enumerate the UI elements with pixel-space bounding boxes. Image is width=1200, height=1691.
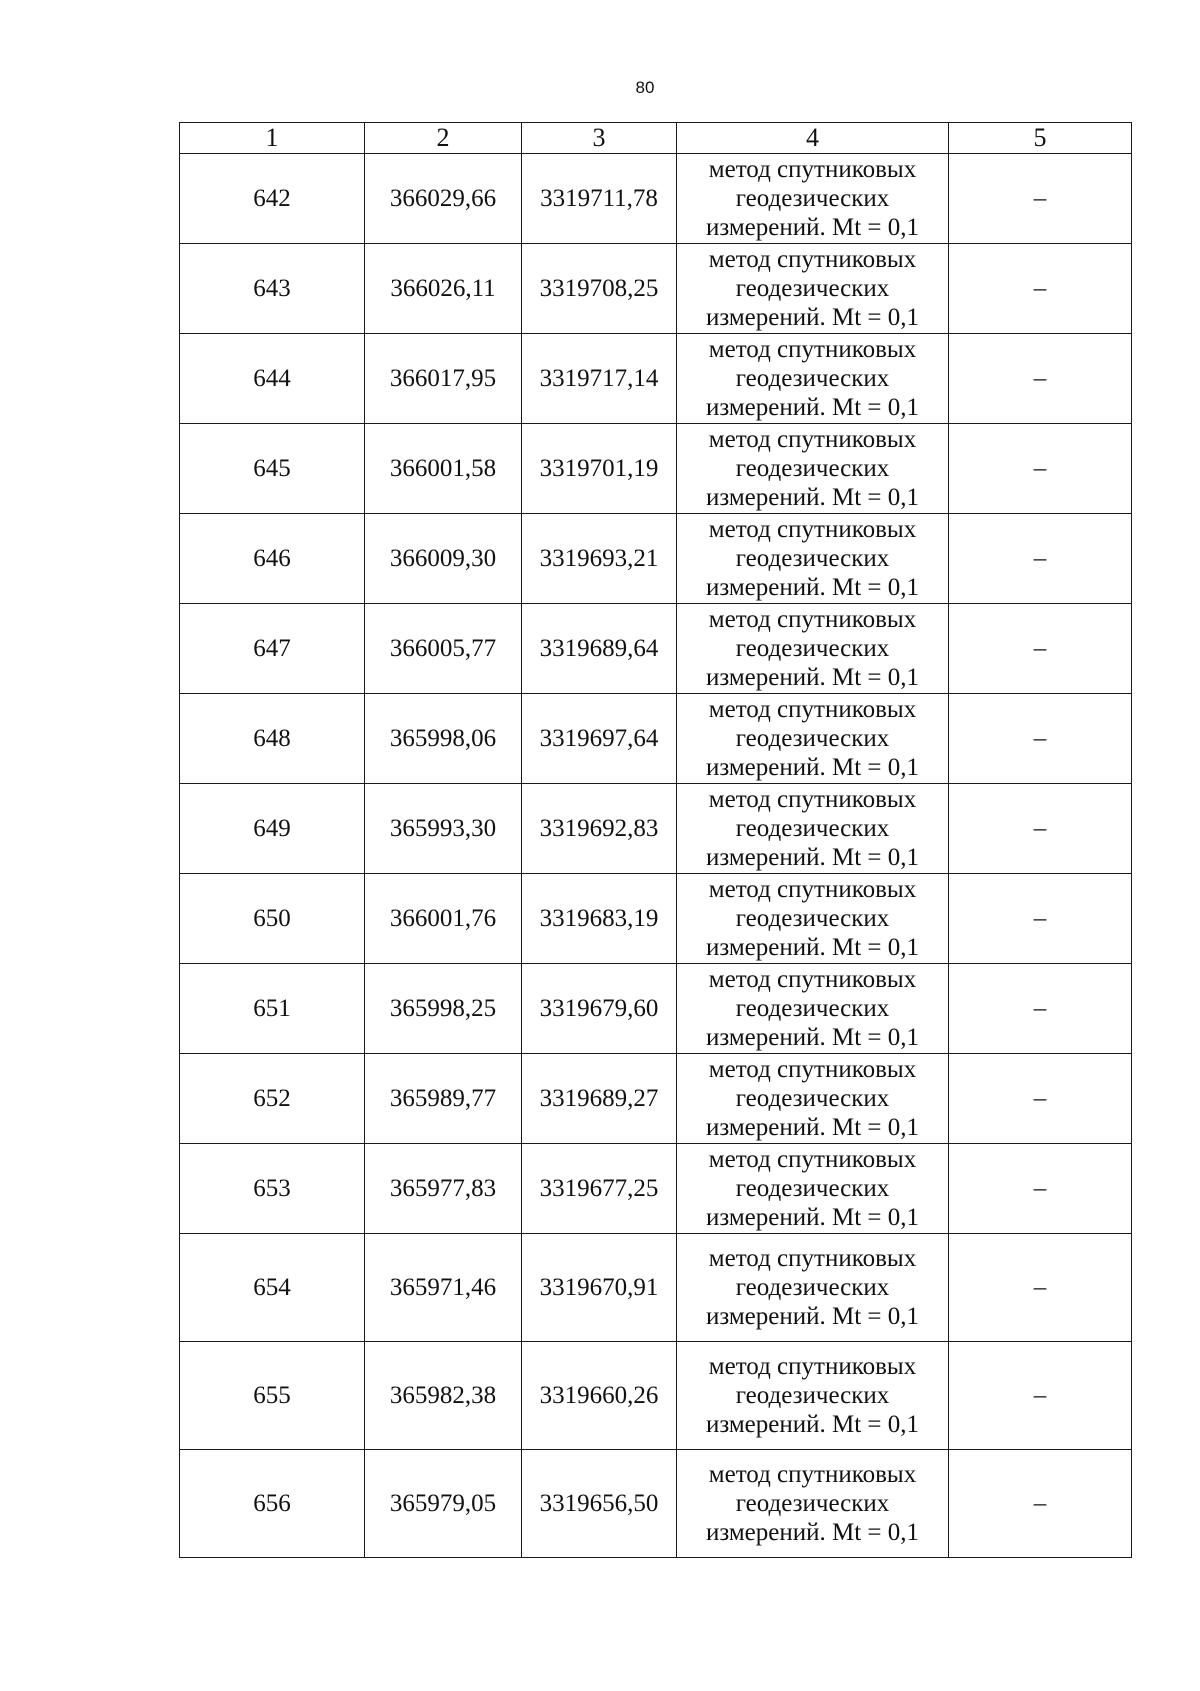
y-coordinate-cell: 3319656,50 bbox=[522, 1450, 677, 1558]
column-header: 2 bbox=[365, 123, 522, 154]
x-coordinate-cell: 365998,06 bbox=[365, 694, 522, 784]
point-number-cell: 647 bbox=[180, 604, 365, 694]
y-coordinate-cell: 3319689,27 bbox=[522, 1054, 677, 1144]
method-cell: метод спутниковых геодезических измерений. Mt = 0,1 bbox=[677, 1054, 949, 1144]
table-row bbox=[180, 1054, 1132, 1144]
x-coordinate-cell: 365977,83 bbox=[365, 1144, 522, 1234]
x-coordinate-cell: 365982,38 bbox=[365, 1342, 522, 1450]
method-cell: метод спутниковых геодезических измерений. Mt = 0,1 bbox=[677, 154, 949, 244]
y-coordinate-cell: 3319711,78 bbox=[522, 154, 677, 244]
point-number-cell: 648 bbox=[180, 694, 365, 784]
y-coordinate-cell: 3319693,21 bbox=[522, 514, 677, 604]
table-row bbox=[180, 154, 1132, 244]
method-cell: метод спутниковых геодезических измерений. Mt = 0,1 bbox=[677, 514, 949, 604]
note-cell: – bbox=[949, 784, 1132, 874]
method-cell: метод спутниковых геодезических измерений. Mt = 0,1 bbox=[677, 964, 949, 1054]
x-coordinate-cell: 366001,76 bbox=[365, 874, 522, 964]
method-cell: метод спутниковых геодезических измерений. Mt = 0,1 bbox=[677, 1450, 949, 1558]
x-coordinate-cell: 365998,25 bbox=[365, 964, 522, 1054]
point-number-cell: 656 bbox=[180, 1450, 365, 1558]
column-header: 3 bbox=[522, 123, 677, 154]
y-coordinate-cell: 3319692,83 bbox=[522, 784, 677, 874]
note-cell: – bbox=[949, 1054, 1132, 1144]
page-number: 80 bbox=[635, 78, 655, 97]
method-cell: метод спутниковых геодезических измерений. Mt = 0,1 bbox=[677, 244, 949, 334]
x-coordinate-cell: 366005,77 bbox=[365, 604, 522, 694]
method-cell: метод спутниковых геодезических измерений. Mt = 0,1 bbox=[677, 604, 949, 694]
table-row bbox=[180, 784, 1132, 874]
y-coordinate-cell: 3319683,19 bbox=[522, 874, 677, 964]
y-coordinate-cell: 3319697,64 bbox=[522, 694, 677, 784]
y-coordinate-cell: 3319670,91 bbox=[522, 1234, 677, 1342]
method-cell: метод спутниковых геодезических измерений. Mt = 0,1 bbox=[677, 784, 949, 874]
x-coordinate-cell: 366001,58 bbox=[365, 424, 522, 514]
note-cell: – bbox=[949, 1144, 1132, 1234]
table-row bbox=[180, 1342, 1132, 1450]
coordinates-table bbox=[179, 122, 1132, 1558]
table-row bbox=[180, 604, 1132, 694]
table-row bbox=[180, 694, 1132, 784]
note-cell: – bbox=[949, 334, 1132, 424]
point-number-cell: 654 bbox=[180, 1234, 365, 1342]
x-coordinate-cell: 366009,30 bbox=[365, 514, 522, 604]
column-header: 1 bbox=[180, 123, 365, 154]
note-cell: – bbox=[949, 154, 1132, 244]
point-number-cell: 643 bbox=[180, 244, 365, 334]
table-row bbox=[180, 424, 1132, 514]
table-row bbox=[180, 244, 1132, 334]
x-coordinate-cell: 365993,30 bbox=[365, 784, 522, 874]
table-body bbox=[180, 154, 1132, 1558]
note-cell: – bbox=[949, 1450, 1132, 1558]
table-row bbox=[180, 514, 1132, 604]
point-number-cell: 645 bbox=[180, 424, 365, 514]
note-cell: – bbox=[949, 874, 1132, 964]
table-header-row bbox=[180, 123, 1132, 154]
method-cell: метод спутниковых геодезических измерений. Mt = 0,1 bbox=[677, 424, 949, 514]
table-row bbox=[180, 1450, 1132, 1558]
table-row bbox=[180, 964, 1132, 1054]
note-cell: – bbox=[949, 1342, 1132, 1450]
x-coordinate-cell: 366017,95 bbox=[365, 334, 522, 424]
point-number-cell: 646 bbox=[180, 514, 365, 604]
point-number-cell: 642 bbox=[180, 154, 365, 244]
y-coordinate-cell: 3319679,60 bbox=[522, 964, 677, 1054]
method-cell: метод спутниковых геодезических измерений. Mt = 0,1 bbox=[677, 874, 949, 964]
point-number-cell: 651 bbox=[180, 964, 365, 1054]
x-coordinate-cell: 365989,77 bbox=[365, 1054, 522, 1144]
y-coordinate-cell: 3319689,64 bbox=[522, 604, 677, 694]
method-cell: метод спутниковых геодезических измерений. Mt = 0,1 bbox=[677, 334, 949, 424]
y-coordinate-cell: 3319677,25 bbox=[522, 1144, 677, 1234]
point-number-cell: 653 bbox=[180, 1144, 365, 1234]
x-coordinate-cell: 366026,11 bbox=[365, 244, 522, 334]
note-cell: – bbox=[949, 1234, 1132, 1342]
x-coordinate-cell: 365971,46 bbox=[365, 1234, 522, 1342]
note-cell: – bbox=[949, 424, 1132, 514]
table-row bbox=[180, 1234, 1132, 1342]
column-header: 4 bbox=[677, 123, 949, 154]
method-cell: метод спутниковых геодезических измерений. Mt = 0,1 bbox=[677, 1144, 949, 1234]
point-number-cell: 649 bbox=[180, 784, 365, 874]
note-cell: – bbox=[949, 964, 1132, 1054]
y-coordinate-cell: 3319717,14 bbox=[522, 334, 677, 424]
note-cell: – bbox=[949, 514, 1132, 604]
note-cell: – bbox=[949, 604, 1132, 694]
x-coordinate-cell: 365979,05 bbox=[365, 1450, 522, 1558]
y-coordinate-cell: 3319660,26 bbox=[522, 1342, 677, 1450]
method-cell: метод спутниковых геодезических измерений. Mt = 0,1 bbox=[677, 1342, 949, 1450]
method-cell: метод спутниковых геодезических измерений. Mt = 0,1 bbox=[677, 694, 949, 784]
point-number-cell: 644 bbox=[180, 334, 365, 424]
point-number-cell: 652 bbox=[180, 1054, 365, 1144]
note-cell: – bbox=[949, 694, 1132, 784]
x-coordinate-cell: 366029,66 bbox=[365, 154, 522, 244]
method-cell: метод спутниковых геодезических измерений. Mt = 0,1 bbox=[677, 1234, 949, 1342]
note-cell: – bbox=[949, 244, 1132, 334]
point-number-cell: 650 bbox=[180, 874, 365, 964]
table-row bbox=[180, 874, 1132, 964]
point-number-cell: 655 bbox=[180, 1342, 365, 1450]
table-row bbox=[180, 1144, 1132, 1234]
y-coordinate-cell: 3319708,25 bbox=[522, 244, 677, 334]
y-coordinate-cell: 3319701,19 bbox=[522, 424, 677, 514]
table-row bbox=[180, 334, 1132, 424]
column-header: 5 bbox=[949, 123, 1132, 154]
